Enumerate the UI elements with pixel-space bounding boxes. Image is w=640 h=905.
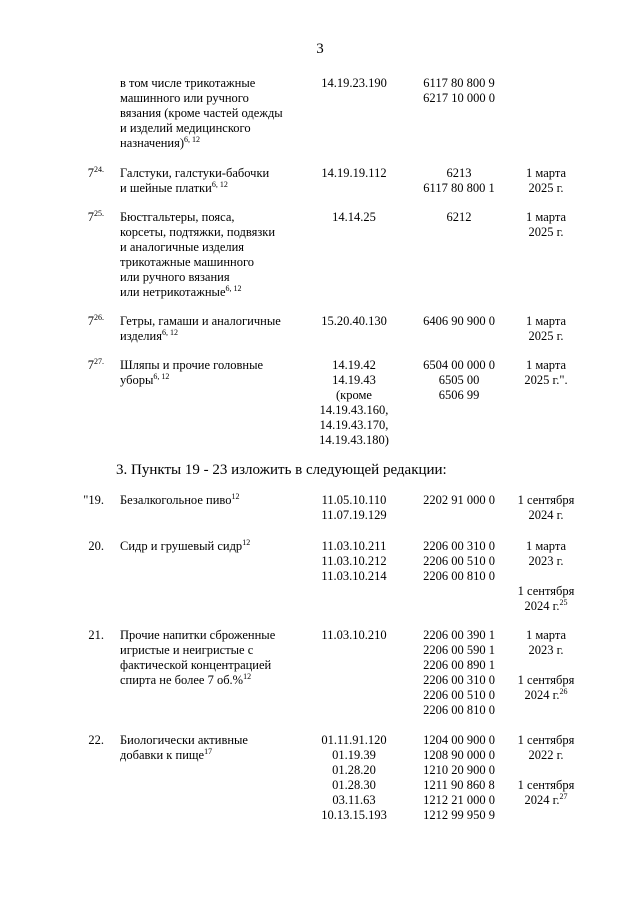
row-number-superscript: 27.	[94, 356, 104, 366]
footnote-ref: 26	[559, 686, 568, 696]
effective-date-line: 2024 г.$^{27}$	[524, 791, 568, 807]
effective-date	[508, 210, 584, 240]
okpd-code: 14.19.43	[332, 373, 376, 387]
okpd-code: 14.19.19.112	[321, 166, 387, 180]
tnved-codes	[410, 493, 508, 508]
effective-date-line: 2023 г.	[528, 554, 564, 568]
tnved-code: 1204 00 900 0	[423, 733, 495, 747]
tnved-codes	[410, 539, 508, 584]
okpd-codes	[300, 493, 408, 523]
okpd-codes	[300, 76, 408, 91]
okpd-code: 01.28.20	[332, 763, 376, 777]
tnved-code: 6504 00 000 0	[423, 358, 495, 372]
row-number: "19.	[83, 493, 104, 507]
tnved-codes	[410, 210, 508, 225]
tnved-codes	[410, 733, 508, 823]
tnved-code: 1212 99 950 9	[423, 808, 495, 822]
okpd-code: 14.19.43.180)	[319, 433, 389, 447]
tnved-code: 6213	[446, 166, 472, 180]
product-name-line: уборы$^{6, 12}$	[120, 371, 170, 387]
product-name-line: Шляпы и прочие головные	[120, 358, 264, 372]
product-name-line: фактической концентрацией	[120, 658, 272, 672]
effective-date	[508, 628, 584, 703]
tnved-codes	[410, 358, 508, 403]
effective-date	[508, 314, 584, 344]
page-number: 3	[316, 41, 324, 57]
row-number-superscript: 24.	[94, 164, 104, 174]
effective-date-line: 1 сентября	[517, 584, 575, 598]
effective-date-line: 2024 г.$^{26}$	[524, 686, 568, 702]
tnved-code: 2206 00 510 0	[423, 688, 495, 702]
effective-date-line: 1 марта	[526, 628, 566, 642]
footnote-ref: 12	[231, 491, 240, 501]
okpd-code: 11.07.19.129	[321, 508, 387, 522]
footnote-ref: 6, 12	[225, 283, 242, 293]
footnote-ref: 6, 12	[211, 179, 228, 189]
product-name	[120, 76, 310, 151]
product-name	[120, 539, 310, 554]
tnved-code: 2206 00 810 0	[423, 569, 495, 583]
row-number: 22.	[88, 733, 104, 747]
product-name-line: Безалкогольное пиво$^{12}$	[120, 491, 240, 507]
product-name	[120, 210, 310, 300]
tnved-code: 6117 80 800 1	[423, 181, 495, 195]
product-name-line: изделия$^{6, 12}$	[120, 327, 178, 343]
product-name-line: Галстуки, галстуки-бабочки	[120, 166, 270, 180]
okpd-code: 11.03.10.211	[321, 539, 387, 553]
okpd-code: 01.19.39	[332, 748, 376, 762]
okpd-codes	[300, 628, 408, 643]
tnved-code: 2206 00 390 1	[423, 628, 495, 642]
footnote-ref: 17	[204, 746, 213, 756]
product-name-line: Бюстгальтеры, пояса,	[120, 210, 235, 224]
okpd-code: (кроме	[336, 388, 372, 402]
tnved-code: 6117 80 800 9	[423, 76, 495, 90]
footnote-ref: 27	[559, 791, 568, 801]
product-name-line: и шейные платки$^{6, 12}$	[120, 179, 228, 195]
product-name-line: трикотажные машинного	[120, 255, 255, 269]
okpd-code: 14.19.23.190	[321, 76, 387, 90]
effective-date-line: 2024 г.	[528, 508, 564, 522]
footnote-ref: 6, 12	[184, 134, 201, 144]
product-name-line: или ручного вязания	[120, 270, 230, 284]
okpd-codes	[300, 210, 408, 225]
effective-date-line: 1 марта	[526, 210, 566, 224]
tnved-code: 6212	[446, 210, 472, 224]
product-name-line: или нетрикотажные$^{6, 12}$	[120, 283, 242, 299]
tnved-code: 6406 90 900 0	[423, 314, 495, 328]
tnved-code: 6217 10 000 0	[423, 91, 495, 105]
product-name-line: и изделий медицинского	[120, 121, 251, 135]
okpd-code: 01.11.91.120	[321, 733, 387, 747]
product-name-line: в том числе трикотажные	[120, 76, 256, 90]
row-number-superscript: 25.	[94, 208, 104, 218]
effective-date-line: 2025 г.".	[524, 373, 568, 387]
footnote-ref: 12	[242, 537, 251, 547]
product-name-line: Биологически активные	[120, 733, 248, 747]
product-name-line: и аналогичные изделия	[120, 240, 245, 254]
effective-date-line: 1 сентября	[517, 778, 575, 792]
effective-date-line: 1 марта	[526, 539, 566, 553]
effective-date	[508, 358, 584, 388]
effective-date	[508, 493, 584, 523]
okpd-code: 01.28.30	[332, 778, 376, 792]
effective-date-line	[508, 763, 584, 778]
tnved-code: 2206 00 810 0	[423, 703, 495, 717]
footnote-ref: 6, 12	[153, 371, 170, 381]
product-name-line: машинного или ручного	[120, 91, 249, 105]
effective-date	[508, 539, 584, 614]
effective-date-line: 1 сентября	[517, 493, 575, 507]
product-name-line: Сидр и грушевый сидр$^{12}$	[120, 537, 251, 553]
okpd-code: 14.19.43.160,	[319, 403, 389, 417]
product-name	[120, 358, 310, 388]
okpd-code: 11.03.10.210	[321, 628, 387, 642]
okpd-codes	[300, 733, 408, 823]
okpd-code: 14.19.43.170,	[319, 418, 389, 432]
effective-date-line: 2025 г.	[528, 181, 564, 195]
effective-date	[508, 733, 584, 808]
product-name-line: Прочие напитки сброженные	[120, 628, 276, 642]
okpd-codes	[300, 358, 408, 448]
effective-date-line	[508, 569, 584, 584]
okpd-codes	[300, 166, 408, 181]
tnved-code: 1210 20 900 0	[423, 763, 495, 777]
okpd-codes	[300, 539, 408, 584]
section-heading: 3. Пункты 19 - 23 изложить в следующей редакции:	[116, 462, 447, 478]
effective-date-line: 2023 г.	[528, 643, 564, 657]
product-name-line: Гетры, гамаши и аналогичные	[120, 314, 281, 328]
effective-date-line: 1 сентября	[517, 733, 575, 747]
footnote-ref: 6, 12	[162, 327, 178, 337]
product-name	[120, 166, 310, 196]
tnved-code: 1208 90 000 0	[423, 748, 495, 762]
product-name-line: корсеты, подтяжки, подвязки	[120, 225, 276, 239]
tnved-code: 2206 00 510 0	[423, 554, 495, 568]
effective-date-line: 1 марта	[526, 166, 566, 180]
tnved-code: 2206 00 590 1	[423, 643, 495, 657]
effective-date	[508, 166, 584, 196]
tnved-code: 1211 90 860 8	[423, 778, 495, 792]
row-number: $7^{26.}$	[87, 312, 104, 328]
tnved-codes	[410, 166, 508, 196]
effective-date-line: 2024 г.$^{25}$	[524, 597, 568, 613]
footnote-ref: 25	[559, 597, 568, 607]
okpd-code: 03.11.63	[332, 793, 376, 807]
product-name-line: назначения)$^{6, 12}$	[120, 134, 201, 150]
row-number: 21.	[88, 628, 104, 642]
product-name-line: игристые и неигристые с	[120, 643, 254, 657]
effective-date-line: 2025 г.	[528, 329, 564, 343]
okpd-code: 15.20.40.130	[321, 314, 387, 328]
product-name-line: добавки к пище$^{17}$	[120, 746, 213, 762]
row-number: $7^{24.}$	[87, 164, 104, 180]
okpd-code: 11.03.10.212	[321, 554, 387, 568]
product-name	[120, 733, 310, 763]
effective-date-line	[508, 658, 584, 673]
footnote-ref: 12	[243, 671, 252, 681]
tnved-code: 2206 00 310 0	[423, 539, 495, 553]
row-number: $7^{27.}$	[87, 356, 104, 372]
tnved-code: 6505 00	[438, 373, 480, 387]
product-name	[120, 314, 310, 344]
tnved-codes	[410, 76, 508, 106]
product-name	[120, 493, 310, 508]
okpd-code: 14.19.42	[332, 358, 376, 372]
okpd-codes	[300, 314, 408, 329]
okpd-code: 11.05.10.110	[321, 493, 387, 507]
row-number: $7^{25.}$	[87, 208, 104, 224]
effective-date-line: 1 марта	[526, 358, 566, 372]
okpd-code: 11.03.10.214	[321, 569, 387, 583]
row-number-superscript: 26.	[94, 312, 104, 322]
okpd-code: 10.13.15.193	[321, 808, 387, 822]
tnved-code: 1212 21 000 0	[423, 793, 495, 807]
product-name-line: спирта не более 7 об.%$^{12}$	[120, 671, 252, 687]
tnved-codes	[410, 314, 508, 329]
row-number: 20.	[88, 539, 104, 553]
effective-date-line: 2025 г.	[528, 225, 564, 239]
tnved-code: 2202 91 000 0	[423, 493, 495, 507]
product-name-line: вязания (кроме частей одежды	[120, 106, 283, 120]
tnved-codes	[410, 628, 508, 718]
effective-date-line: 1 сентября	[517, 673, 575, 687]
tnved-code: 6506 99	[438, 388, 480, 402]
effective-date-line: 1 марта	[526, 314, 566, 328]
effective-date-line: 2022 г.	[528, 748, 564, 762]
tnved-code: 2206 00 890 1	[423, 658, 495, 672]
tnved-code: 2206 00 310 0	[423, 673, 495, 687]
okpd-code: 14.14.25	[332, 210, 376, 224]
product-name	[120, 628, 310, 688]
